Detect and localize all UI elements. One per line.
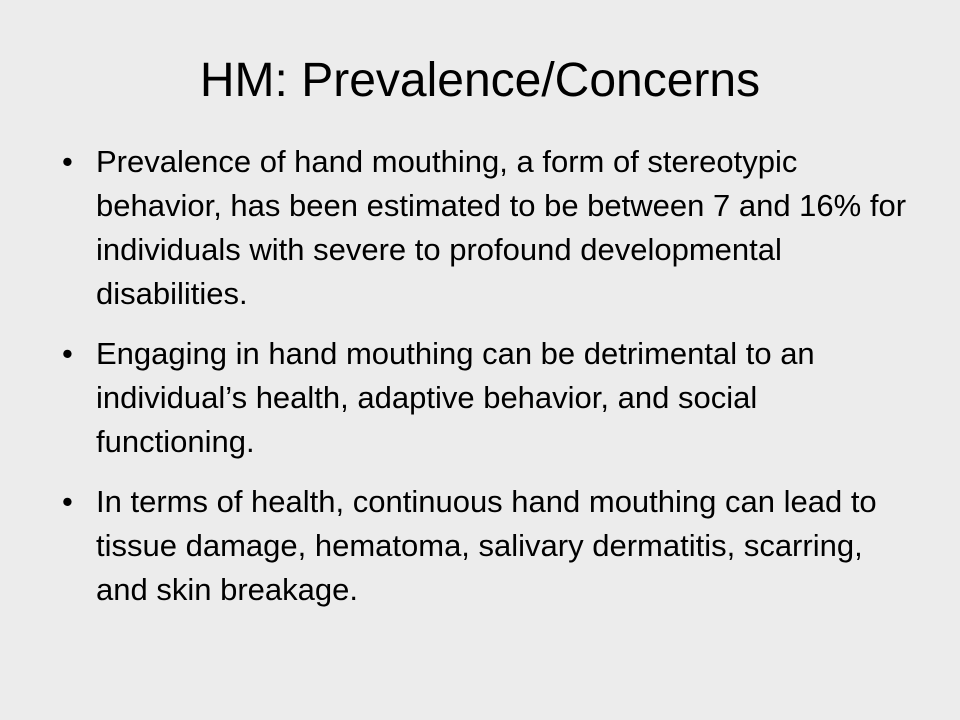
bullet-item-detrimental-effects [62,332,912,464]
bullet-list [62,140,912,628]
bullet-text: Prevalence of hand mouthing, a form of stereotypic behavior, has been estimated to be between 7 and 16% for individuals with severe to profound developmental disabilities. [96,144,907,311]
bullet-icon: • [62,336,73,371]
bullet-icon: • [62,144,73,179]
bullet-item-prevalence [62,140,912,316]
bullet-item-health-effects [62,480,912,612]
bullet-text: In terms of health, continuous hand mouthing can lead to tissue damage, hematoma, salivary dermatitis, scarring, and skin breakage. [96,484,877,607]
bullet-icon: • [62,484,73,519]
slide-title: HM: Prevalence/Concerns [199,54,761,107]
bullet-text: Engaging in hand mouthing can be detrimental to an individual’s health, adaptive behavior, and social functioning. [96,336,815,459]
